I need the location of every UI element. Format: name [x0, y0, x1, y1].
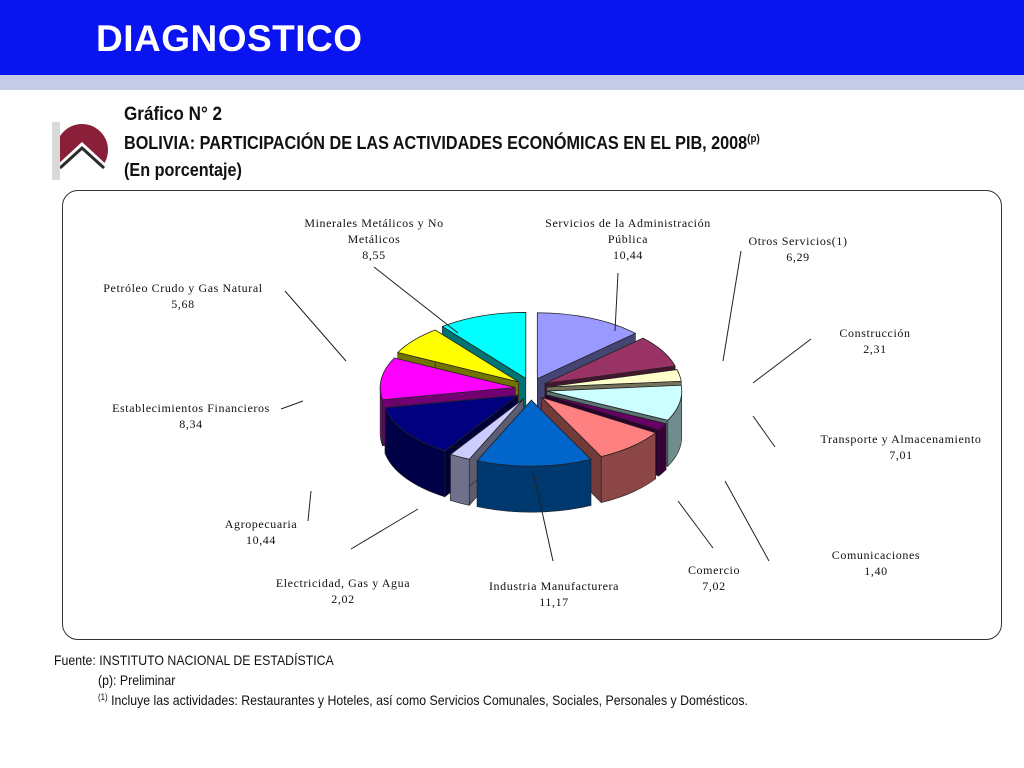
figure-label: Gráfico N° 2	[124, 104, 223, 125]
leader-line-electricidad-gas-y-agua	[351, 509, 418, 549]
data-label-transporte-y-almacenamiento: Transporte y Almacenamiento 7,01	[820, 432, 982, 462]
leader-line-petroleo-crudo-y-gas-natural	[285, 291, 346, 361]
leader-line-construccion	[753, 339, 811, 383]
data-label-industria-manufacturera: Industria Manufacturera 11,17	[488, 579, 620, 609]
figure-subtitle: (En porcentaje)	[124, 160, 242, 180]
data-label-petroleo-crudo-y-gas-natural: Petróleo Crudo y Gas Natural 5,68	[103, 281, 263, 311]
data-label-otros-servicios-1: Otros Servicios(1) 6,29	[748, 234, 848, 264]
leader-line-comercio	[678, 501, 713, 548]
preliminary-note: (p): Preliminar	[98, 672, 176, 688]
data-label-servicios-de-la-administracion-publica: Servicios de la Administración Pública 10,44	[545, 216, 711, 262]
leader-line-minerales-metalicos-y-no-metalicos	[374, 267, 458, 333]
pie-chart	[63, 191, 1002, 640]
chart-frame	[62, 190, 1002, 640]
data-label-comunicaciones: Comunicaciones 1,40	[831, 548, 921, 578]
slide-title: DIAGNOSTICO	[96, 18, 363, 59]
leader-line-agropecuaria	[308, 491, 311, 521]
footnote	[98, 692, 748, 708]
footnote-marker: (1)	[98, 692, 108, 702]
leader-line-comunicaciones	[725, 481, 769, 561]
figure-title-text: BOLIVIA: PARTICIPACIÓN DE LAS ACTIVIDADES ECONÓMICAS EN EL PIB, 2008	[124, 133, 748, 153]
leader-line-otros-servicios-1	[723, 251, 741, 361]
data-label-minerales-metalicos-y-no-metalicos: Minerales Metálicos y No Metálicos 8,55	[304, 216, 444, 262]
data-label-establecimientos-financieros: Establecimientos Financieros 8,34	[112, 401, 270, 431]
data-label-construccion: Construcción 2,31	[839, 326, 911, 356]
leader-line-servicios-de-la-administracion-publica	[615, 273, 618, 331]
figure-title	[124, 133, 760, 154]
leader-line-transporte-y-almacenamiento	[753, 416, 775, 447]
leader-line-establecimientos-financieros	[281, 401, 303, 409]
source-line: Fuente: INSTITUTO NACIONAL DE ESTADÍSTICA	[54, 652, 334, 668]
data-label-agropecuaria: Agropecuaria 10,44	[224, 517, 298, 547]
figure-title-superscript: (p)	[747, 133, 760, 145]
header-stripe	[0, 75, 1024, 90]
institution-logo-icon	[52, 118, 112, 182]
footnote-text: Incluye las actividades: Restaurantes y Hoteles, así como Servicios Comunales, Sociales, Personales y Domésticos.	[107, 692, 748, 708]
data-label-electricidad-gas-y-agua: Electricidad, Gas y Agua 2,02	[275, 576, 411, 606]
data-label-comercio: Comercio 7,02	[687, 563, 741, 593]
